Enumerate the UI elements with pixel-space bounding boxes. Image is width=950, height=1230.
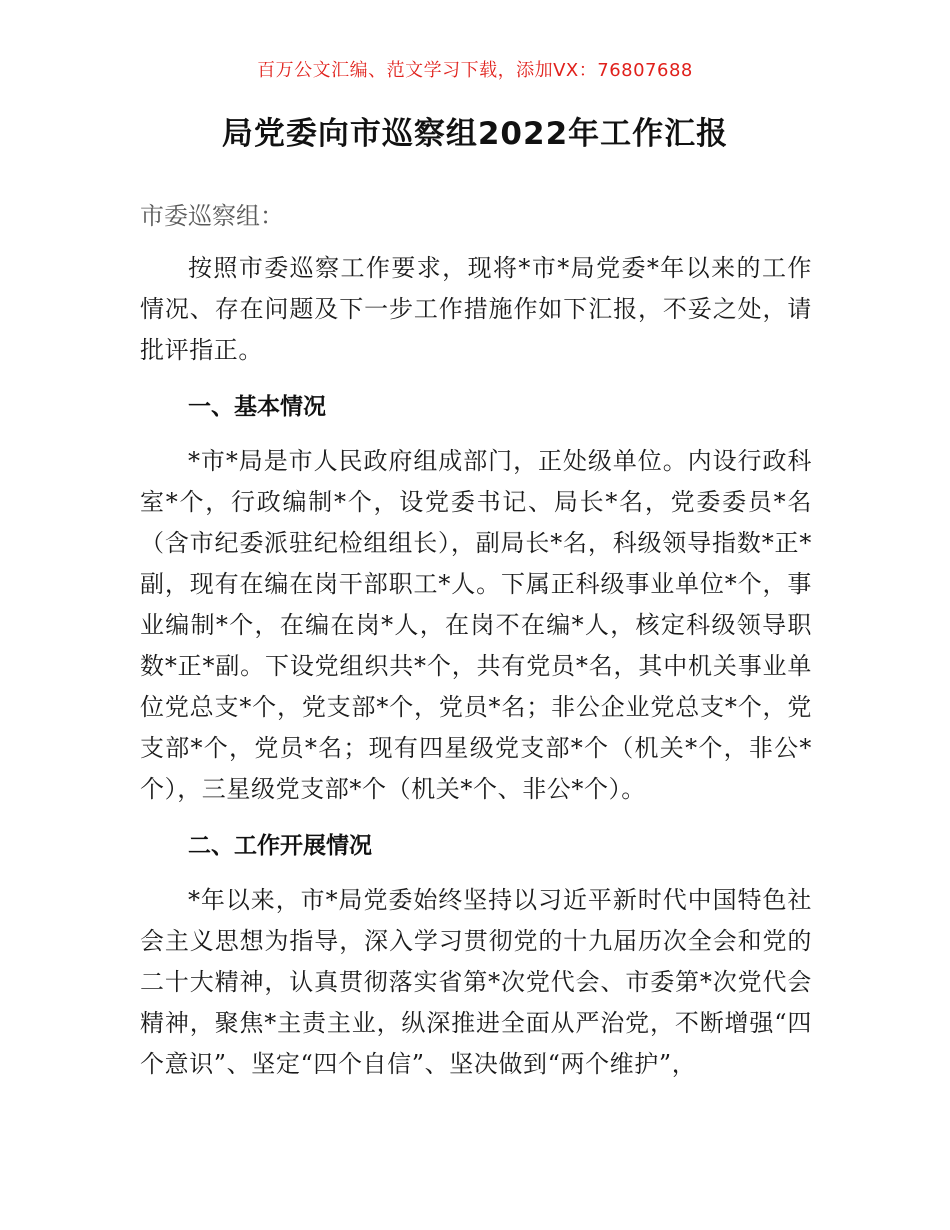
header-note: 百万公文汇编、范文学习下载，添加VX：76807688 (257, 60, 693, 81)
section-paragraph-work: *年以来，市*局党委始终坚持以习近平新时代中国特色社会主义思想为指导，深入学习贯彻党的十九届历次全会和党的二十大精神，认真贯彻落实省第*次党代会、市委第*次党代会精神，聚焦*主责主业，纵深推进全面从严治党，不断增强“四个意识”、坚定“四个自信”、坚决做到“两个维护”， (140, 886, 812, 1078)
intro-paragraph: 按照市委巡察工作要求，现将*市*局党委*年以来的工作情况、存在问题及下一步工作措施作如下汇报，不妥之处，请批评指正。 (140, 254, 812, 364)
section-paragraph-basic: *市*局是市人民政府组成部门，正处级单位。内设行政科室*个，行政编制*个，设党委书记、局长*名，党委委员*名（含市纪委派驻纪检组组长），副局长*名，科级领导指数*正*副，现有在编在岗干部职工*人。下属正科级事业单位*个，事业编制*个，在编在岗*人，在岗不在编*人，核定科级领导职数*正*副。下设党组织共*个，共有党员*名，其中机关事业单位党总支*个，党支部*个，党员*名；非公企业党总支*个，党支部*个，党员*名；现有四星级党支部*个（机关*个，非公*个），三星级党支部*个（机关*个、非公*个）。 (140, 447, 812, 803)
section-heading-work: 二、工作开展情况 (188, 833, 372, 859)
document-title: 局党委向市巡察组2022年工作汇报 (221, 116, 729, 152)
salutation: 市委巡察组： (140, 202, 284, 230)
document-body (140, 196, 812, 1101)
section-heading-basic: 一、基本情况 (188, 394, 326, 420)
